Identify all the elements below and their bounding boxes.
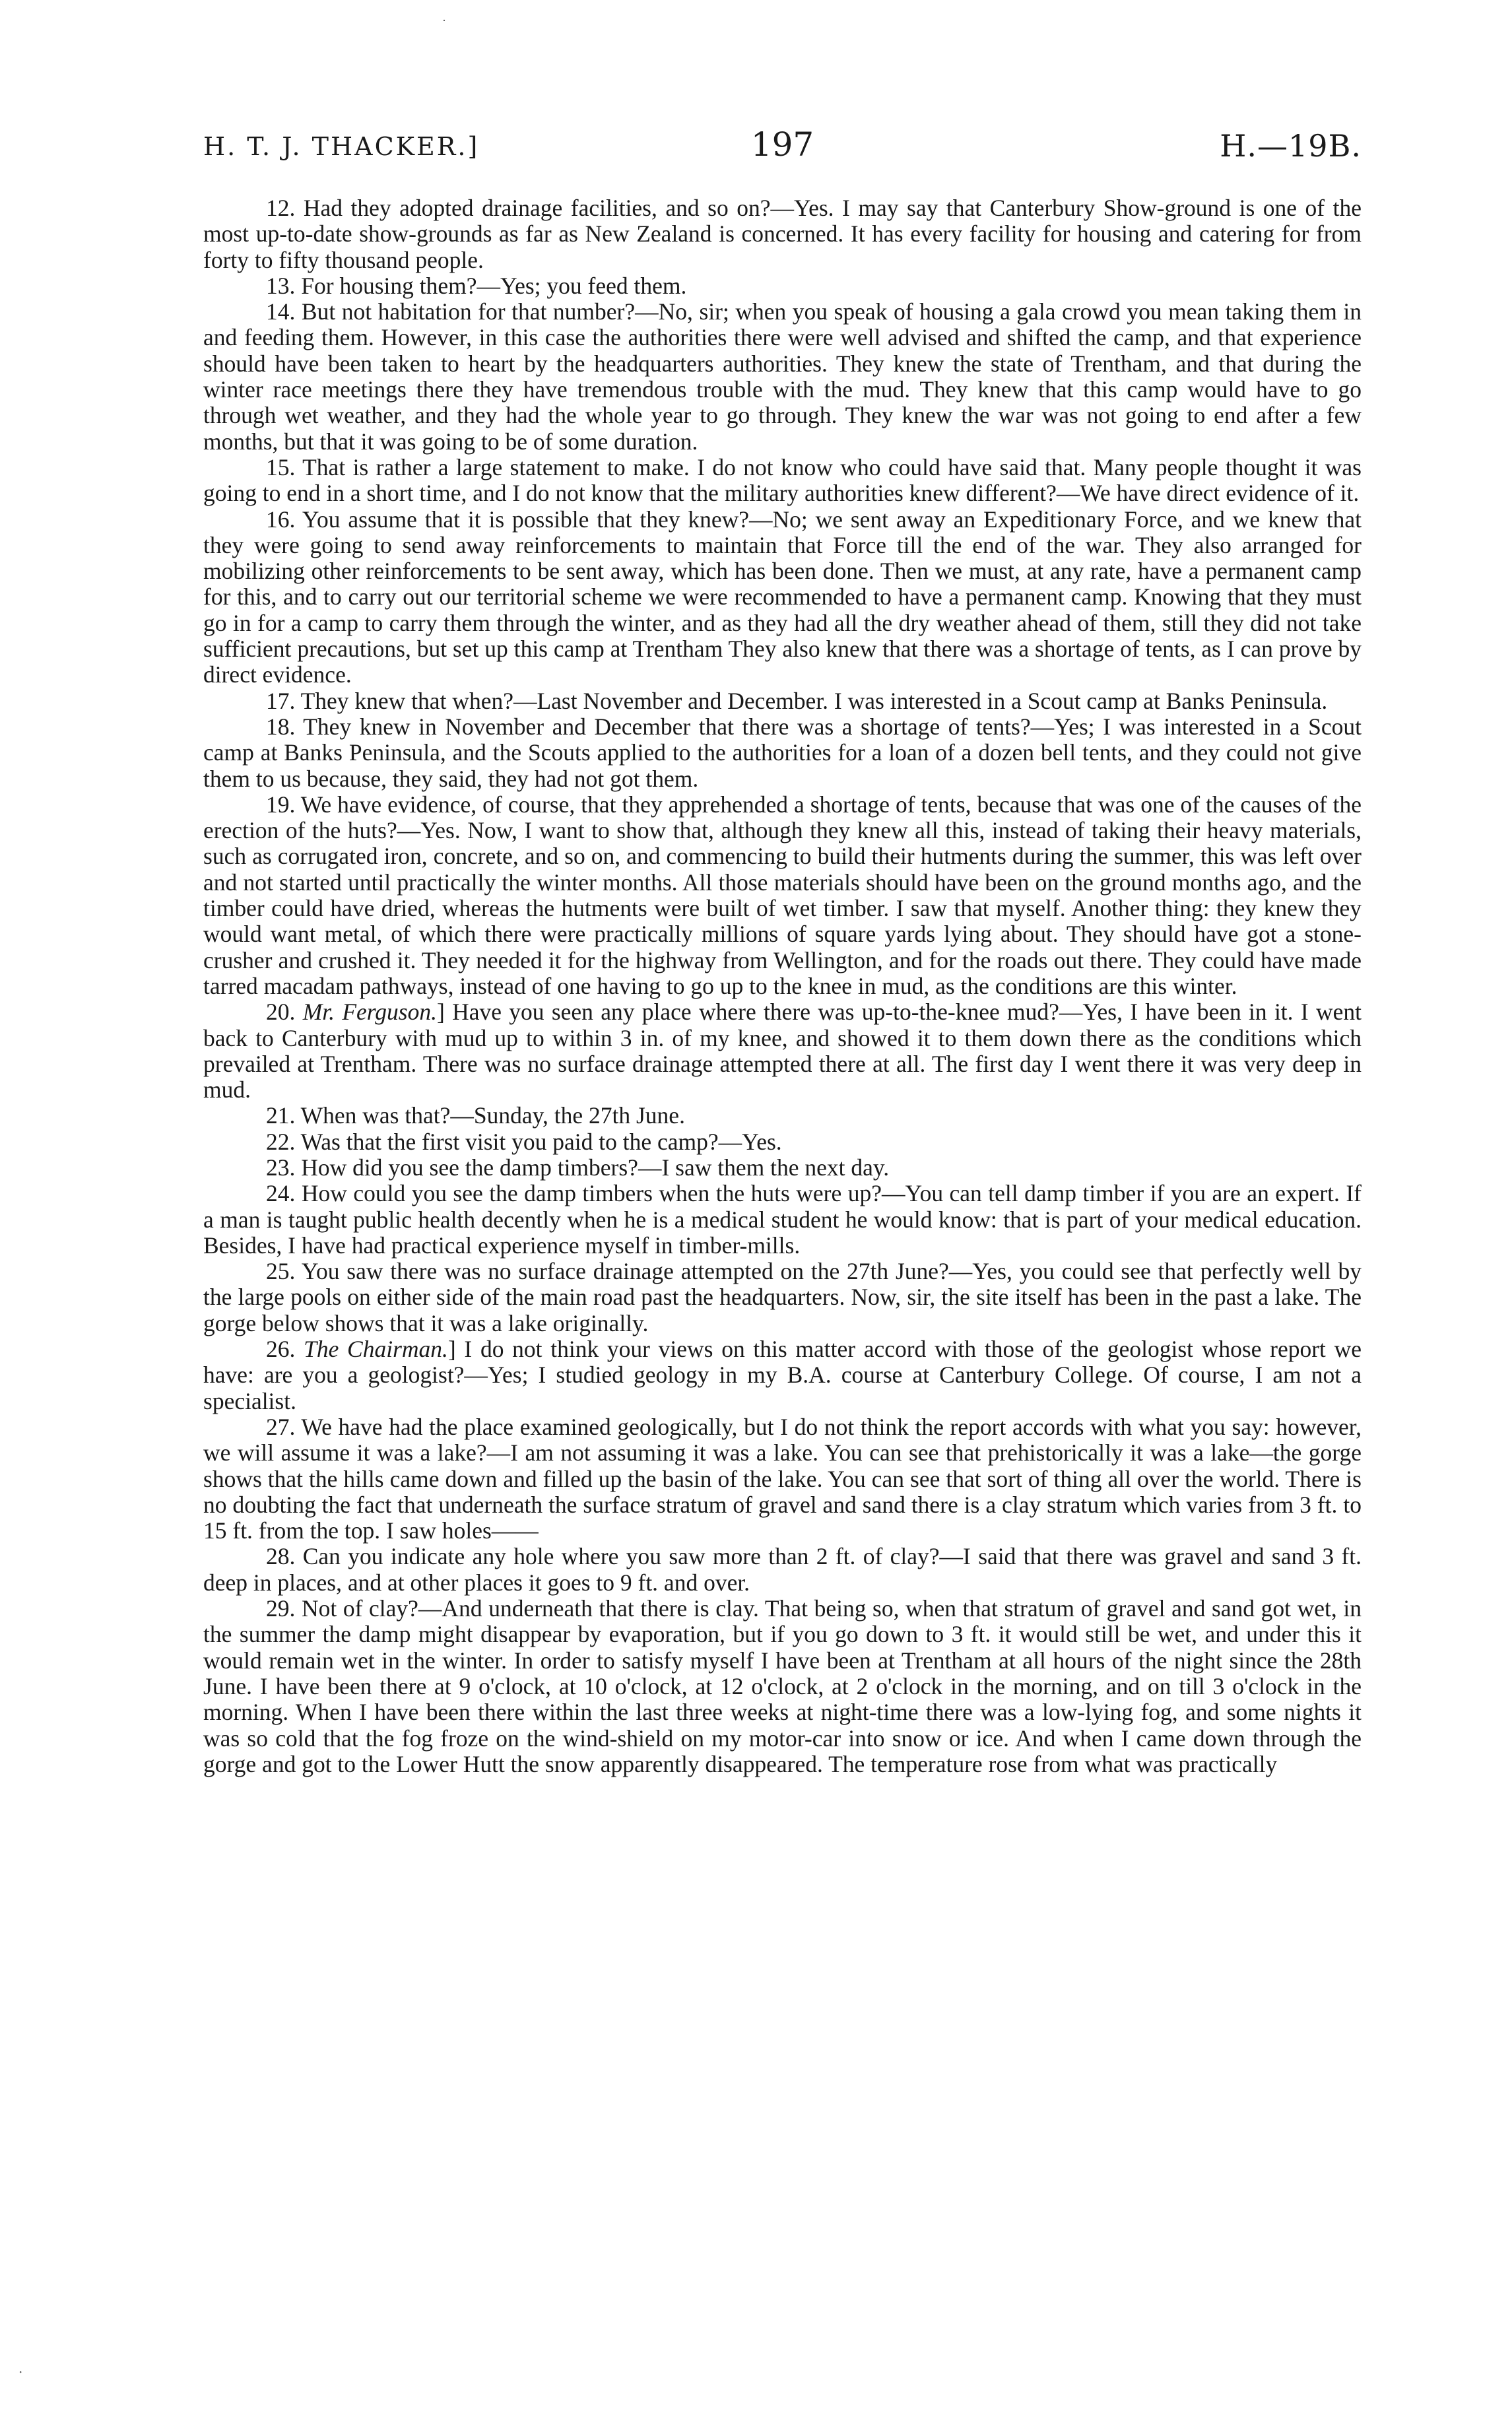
speaker-name: Mr. Ferguson. (302, 999, 437, 1026)
stray-mark: ˙ (441, 17, 447, 33)
paragraph-21: 21. When was that?—Sunday, the 27th June. (266, 1102, 685, 1129)
paragraph-20: 20. Mr. Ferguson.] Have you seen any place where there was up-to-the-knee mud?—Yes, I have been in it. I went back to Canterbury with mud up to within 3 in. of my knee, and showed it to them down there as the conditions which prevailed at Trentham. There was no surface drainage attempted there at all. The first day I went there it was very deep in mud. (203, 999, 1362, 1103)
document-code: H.—19B. (1220, 128, 1362, 164)
paragraph-19: 19. We have evidence, of course, that they apprehended a shortage of tents, because that was one of the causes of the erection of the huts?—Yes. Now, I want to show that, although they knew all this, instead of taking their heavy materials, such as corrugated iron, concrete, and so on, and commencing to build their hutments during the summer, this was left over and not started until practically the winter months. All those materials should have been on the ground months ago, and the timber could have dried, whereas the hutments were built of wet timber. I saw that myself. Another thing: they knew they would want metal, of which there were practically millions of square yards lying about. They should have got a stone-crusher and crushed it. They needed it for the highway from Wellington, and for the roads out there. They could have made tarred macadam pathways, instead of one having to go up to the knee in mud, as the conditions are this winter. (203, 791, 1362, 999)
paragraph-24: 24. How could you see the damp timbers when the huts were up?—You can tell damp timber if you are an expert. If a man is taught public health decently when he is a medical student he would know: that is part of your medical education. Besides, I have had practical experience myself in timber-mills. (203, 1180, 1362, 1259)
paragraph-22: 22. Was that the first visit you paid to the camp?—Yes. (266, 1128, 782, 1155)
page-number: 197 (750, 125, 814, 164)
stray-mark: · (18, 2364, 23, 2380)
paragraph-13: 13. For housing them?—Yes; you feed them. (266, 272, 687, 299)
paragraph-15: 15. That is rather a large statement to make. I do not know who could have said that. Many people thought it was going to end in a short time, and I do not know that the military authorities knew different?—We have direct evidence of it. (203, 453, 1362, 507)
paragraph-25: 25. You saw there was no surface drainage attempted on the 27th June?—Yes, you could see that perfectly well by the large pools on either side of the main road past the headquarters. Now, sir, the site itself has been in the past a lake. The gorge below shows that it was a lake originally. (203, 1258, 1362, 1336)
paragraph-17: 17. They knew that when?—Last November and December. I was interested in a Scout camp at Banks Peninsula. (266, 687, 1328, 714)
paragraph-18: 18. They knew in November and December that there was a shortage of tents?—Yes; I was interested in a Scout camp at Banks Peninsula, and the Scouts applied to the authorities for a loan of a dozen bell tents, and they could not give them to us because, they said, they had not got them. (203, 713, 1362, 792)
paragraph-27: 27. We have had the place examined geologically, but I do not think the report accords with what you say: however, we will assume it was a lake?—I am not assuming it was a lake. You can see that prehistorically it was a lake—the gorge shows that the hills came down and filled up the basin of the lake. You can see that sort of thing all over the world. There is no doubting the fact that underneath the surface stratum of gravel and sand there is a clay stratum which varies from 3 ft. to 15 ft. from the top. I saw holes—— (203, 1413, 1362, 1544)
paragraph-26: 26. The Chairman.] I do not think your views on this matter accord with those of the geologist whose report we have: are you a geologist?—Yes; I studied geology in my B.A. course at Canterbury College. Of course, I am not a specialist. (203, 1336, 1362, 1414)
paragraph-16: 16. You assume that it is possible that they knew?—No; we sent away an Expeditionary Force, and we knew that they were going to send away reinforcements to maintain that Force till the end of the war. They also arranged for mobilizing other reinforcements to be sent away, which has been done. Then we must, at any rate, have a permanent camp for this, and to carry out our territorial scheme we were recommended to have a permanent camp. Knowing that they must go in for a camp to carry them through the winter, and as they had all the dry weather ahead of them, still they did not take sufficient precautions, but set up this camp at Trentham They also knew that there was a shortage of tents, as I can prove by direct evidence. (203, 506, 1362, 688)
paragraph-23: 23. How did you see the damp timbers?—I saw them the next day. (266, 1154, 890, 1181)
paragraph-12: 12. Had they adopted drainage facilities, and so on?—Yes. I may say that Canterbury Show-ground is one of the most up-to-date show-grounds as far as New Zealand is concerned. It has every facility for housing and catering for from forty to fifty thousand people. (203, 195, 1362, 273)
paragraph-14: 14. But not habitation for that number?—No, sir; when you speak of housing a gala crowd you mean taking them in and feeding them. However, in this case the authorities there were well advised and shifted the camp, and that experience should have been taken to heart by the headquarters authorities. They knew the state of Trentham, and that during the winter race meetings there they have tremendous trouble with the mud. They knew that this camp would have to go through wet weather, and they had the whole year to go through. They knew the war was not going to end after a few months, but that it was going to be of some duration. (203, 298, 1362, 455)
page-header (203, 125, 1362, 165)
paragraph-28: 28. Can you indicate any hole where you saw more than 2 ft. of clay?—I said that there was gravel and sand 3 ft. deep in places, and at other places it goes to 9 ft. and over. (203, 1543, 1362, 1596)
paragraph-29: 29. Not of clay?—And underneath that there is clay. That being so, when that stratum of gravel and sand got wet, in the summer the damp might disappear by evaporation, but if you go down to 3 ft. it would still be wet, and under this it would remain wet in the winter. In order to satisfy myself I have been at Trentham at all hours of the night since the 28th June. I have been there at 9 o'clock, at 10 o'clock, at 12 o'clock, at 2 o'clock in the morning, and on till 3 o'clock in the morning. When I have been there within the last three weeks at night-time there was a low-lying fog, and some nights it was so cold that the fog froze on the wind-shield on my motor-car into snow or ice. And when I came down through the gorge and got to the Lower Hutt the snow apparently disappeared. The temperature rose from what was practically (203, 1595, 1362, 1777)
speaker-name: The Chairman. (304, 1336, 448, 1363)
witness-name: H. T. J. THACKER.] (203, 132, 480, 161)
page-body (203, 195, 1362, 1777)
